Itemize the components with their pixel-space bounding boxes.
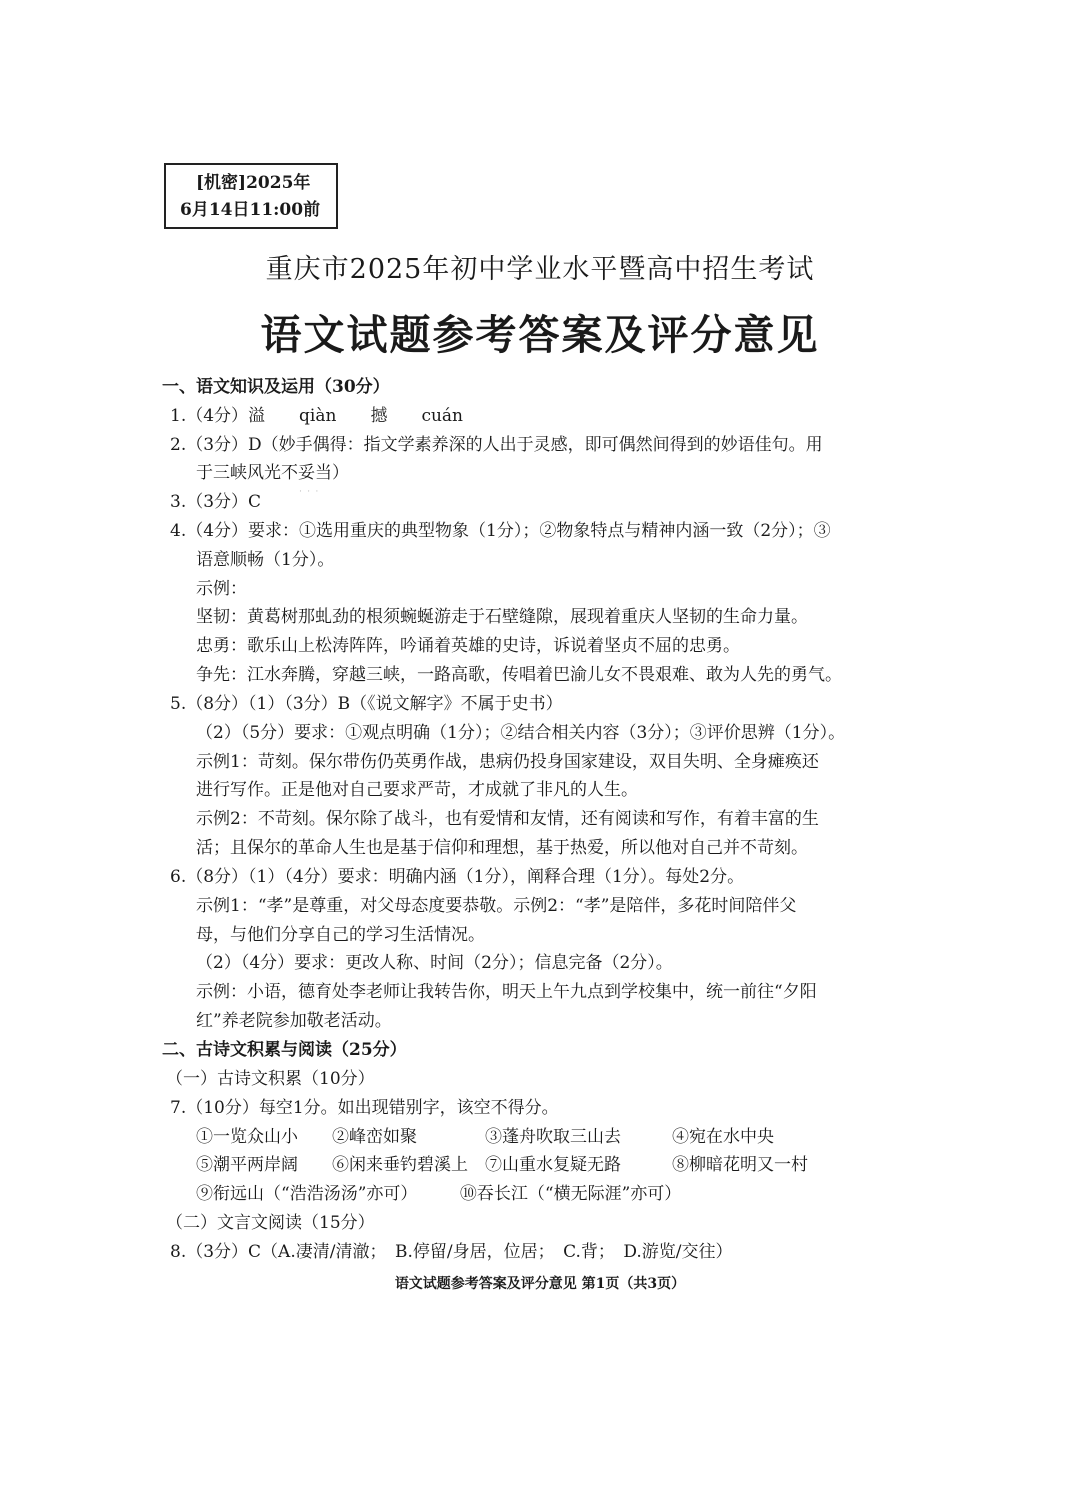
confidential-stamp — [164, 163, 338, 229]
answer-line: 5.（8分）（1）（3分）B（《说文解字》不属于史书） — [170, 694, 563, 714]
answer-line: 2.（3分）D（妙手偶得：指文学素养深的人出于灵感，即可偶然间得到的妙语佳句。用 — [170, 435, 823, 455]
answer-line: 示例：小语，德育处李老师让我转告你，明天上午九点到学校集中，统一前往“夕阳 — [196, 982, 817, 1002]
answer-line: 示例1：苛刻。保尔带伤仍英勇作战，患病仍投身国家建设，双目失明、全身瘫痪还 — [196, 752, 819, 772]
answer-line: 坚韧：黄葛树那虬劲的根须蜿蜒游走于石壁缝隙，展现着重庆人坚韧的生命力量。 — [196, 607, 808, 627]
answer-line: 争先：江水奔腾，穿越三峡，一路高歌，传唱着巴渝儿女不畏艰难、敢为人先的勇气。 — [196, 665, 842, 685]
answer-line: 3.（3分）C — [170, 492, 262, 512]
answer-line: 1.（4分）溢 qiàn 撼 cuán — [170, 406, 463, 426]
page-footer: 语文试题参考答案及评分意见 第1页（共3页） — [394, 1276, 686, 1292]
subsection-heading: （二）文言文阅读（15分） — [166, 1213, 375, 1233]
answer-line: ①一览众山小 ②峰峦如聚 ③蓬舟吹取三山去 ④宛在水中央 — [196, 1127, 774, 1147]
answer-line: 活；且保尔的革命人生也是基于信仰和理想，基于热爱，所以他对自己并不苛刻。 — [196, 838, 808, 858]
section-heading: 二、古诗文积累与阅读（25分） — [162, 1040, 407, 1060]
answer-line: 语意顺畅（1分）。 — [196, 550, 335, 570]
answer-line: 示例2：不苛刻。保尔除了战斗，也有爱情和友情，还有阅读和写作，有着丰富的生 — [196, 809, 819, 829]
answer-line: 红”养老院参加敬老活动。 — [196, 1011, 392, 1031]
confidential-line-1: [机密]2025年 — [196, 173, 311, 193]
answer-line: ⑨衔远山（“浩浩汤汤”亦可） ⑩吞长江（“横无际涯”亦可） — [196, 1184, 682, 1204]
answer-line: 进行写作。正是他对自己要求严苛，才成就了非凡的人生。 — [196, 780, 638, 800]
answer-line: 6.（8分）（1）（4分）要求：明确内涵（1分），阐释合理（1分）。每处2分。 — [170, 867, 745, 887]
answer-line: 母，与他们分享自己的学习生活情况。 — [196, 925, 485, 945]
answer-line: 4.（4分）要求：①选用重庆的典型物象（1分）；②物象特点与精神内涵一致（2分）；③ — [170, 521, 831, 541]
scan-noise: ˙ ˙ ˙ — [298, 490, 320, 501]
answer-line: ⑤潮平两岸阔 ⑥闲来垂钓碧溪上 ⑦山重水复疑无路 ⑧柳暗花明又一村 — [196, 1155, 808, 1175]
answer-line: 8.（3分）C（A.凄清/清澈； B.停留/身居，位居； C.背； D.游览/交往） — [170, 1242, 733, 1262]
answer-line: （2）（4分）要求：更改人称、时间（2分）；信息完备（2分）。 — [196, 953, 673, 973]
confidential-line-2: 6月14日11:00前 — [180, 200, 321, 220]
section-heading: 一、语文知识及运用（30分） — [162, 377, 390, 397]
answer-line: 忠勇：歌乐山上松涛阵阵，吟诵着英雄的史诗，诉说着坚贞不屈的忠勇。 — [196, 636, 740, 656]
exam-title: 重庆市2025年初中学业水平暨高中招生考试 — [265, 254, 815, 285]
answer-line: （2）（5分）要求：①观点明确（1分）；②结合相关内容（3分）；③评价思辨（1分）。 — [196, 723, 846, 743]
answer-line: 示例： — [196, 579, 247, 599]
answer-line: 于三峡风光不妥当） — [196, 463, 349, 483]
answer-line: 7.（10分）每空1分。如出现错别字，该空不得分。 — [170, 1098, 559, 1118]
subsection-heading: （一）古诗文积累（10分） — [166, 1069, 375, 1089]
document-title: 语文试题参考答案及评分意见 — [260, 311, 820, 359]
answer-line: 示例1：“孝”是尊重，对父母态度要恭敬。示例2：“孝”是陪伴，多花时间陪伴父 — [196, 896, 797, 916]
